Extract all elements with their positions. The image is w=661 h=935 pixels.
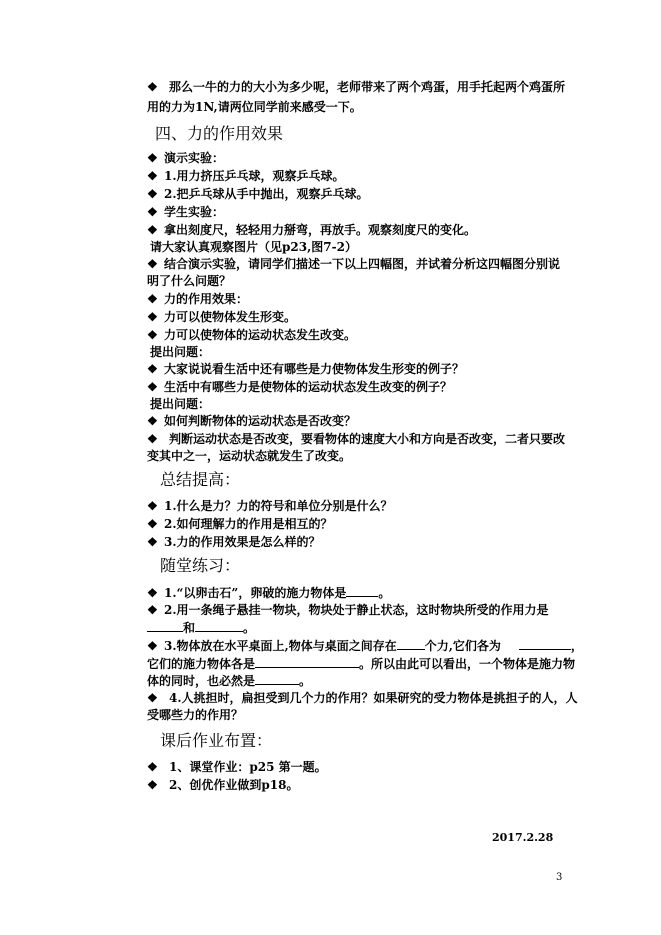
section-heading-practice: 随堂练习： [160,556,241,575]
list-item: ❖ 演示实验： [147,151,225,165]
list-item: ❖ 生活中有哪些力是使物体的运动状态发生改变的例子？ [147,380,453,394]
bullet-icon: ❖ [147,257,158,271]
list-item: ❖ 2.如何理解力的作用是相互的？ [147,517,333,531]
list-item: ❖ 1.什么是力？力的符号和单位分别是什么？ [147,499,393,513]
list-item: ❖ 学生实验： [147,205,225,219]
list-item: ❖ 大家说说看生活中还有哪些是力使物体发生形变的例子？ [147,362,465,376]
exercise-2-continuation: 和 。 [147,619,565,637]
exercise-4: ❖ 4.人挑担时，扁担受到几个力的作用？如果研究的受力物体是挑担子的人，人 [147,691,578,705]
bullet-icon: ❖ [147,205,158,219]
bullet-icon: ❖ [147,292,158,306]
bullet-icon: ❖ [147,586,158,600]
bullet-icon: ❖ [147,80,158,94]
list-item: ❖ 判断运动状态是否改变，要看物体的速度大小和方向是否改变，二者只要改 [147,432,566,446]
list-item: ❖ 1.用力挤压乒乓球，观察乒乓球。 [147,169,345,183]
document-date: 2017.2.28 [492,831,554,844]
bullet-icon: ❖ [147,603,158,617]
bullet-icon: ❖ [147,691,158,705]
bullet-icon: ❖ [147,310,158,324]
bullet-icon: ❖ [147,639,158,653]
exercise-4-continuation: 受哪些力的作用？ [147,708,244,722]
bullet-icon: ❖ [147,760,158,774]
answer-blank[interactable] [346,584,378,597]
bullet-icon: ❖ [147,187,158,201]
answer-blank[interactable] [195,619,243,632]
bullet-icon: ❖ [147,380,158,394]
answer-blank[interactable] [255,655,359,668]
exercise-1: ❖ 1.“以卵击石”，卵破的施力物体是 。 [147,586,391,600]
list-item: ❖ 拿出刻度尺，轻轻用力掰弯，再放手。观察刻度尺的变化。 [147,223,477,237]
raise-question-label: 提出问题： [150,397,211,411]
answer-blank[interactable] [147,619,183,632]
list-item: ❖ 力可以使物体的运动状态发生改变。 [147,328,357,342]
list-item: ❖ 3.力的作用效果是怎么样的？ [147,535,321,549]
list-item: ❖ 如何判断物体的运动状态是否改变？ [147,414,357,428]
section-heading-homework: 课后作业布置： [160,731,273,750]
bullet-icon: ❖ [147,414,158,428]
list-item: ❖ 结合演示实验，请同学们描述一下以上四幅图，并试着分析这四幅图分别说 [147,257,561,271]
observe-instruction: 请大家认真观察图片（见p23,图7-2） [150,240,357,254]
exercise-2: ❖ 2.用一条绳子悬挂一物块，物块处于静止状态，这时物块所受的作用力是 [147,603,549,617]
bullet-icon: ❖ [147,778,158,792]
intro-line-2: 用的力为1N,请两位同学前来感受一下。 [147,100,362,114]
exercise-3-continuation: 它们的施力物体各是 。所以由此可以看出，一个物体是施力物 [147,657,576,671]
answer-blank[interactable] [255,672,299,685]
list-item: ❖ 1、课堂作业：p25 第一题。 [147,760,327,774]
page-number: 3 [556,872,563,883]
answer-blank[interactable] [397,637,425,650]
bullet-icon: ❖ [147,328,158,342]
bullet-icon: ❖ [147,432,158,446]
section-heading-effects: 四、力的作用效果 [155,124,284,143]
bullet-icon: ❖ [147,535,158,549]
exercise-3-continuation: 体的同时，也必然是 。 [147,674,312,688]
raise-question-label: 提出问题： [150,345,211,359]
bullet-icon: ❖ [147,362,158,376]
list-item: ❖ 2.把乒乓球从手中抛出，观察乒乓球。 [147,187,369,201]
list-item: ❖ 力的作用效果： [147,292,249,306]
list-item-continuation: 变其中之一，运动状态就发生了改变。 [147,449,352,463]
answer-blank[interactable] [519,637,571,650]
bullet-icon: ❖ [147,151,158,165]
list-item: ❖ 2、创优作业做到p18。 [147,778,299,792]
intro-line-1: ❖ 那么一牛的力的大小为多少呢，老师带来了两个鸡蛋，用手托起两个鸡蛋所 [147,80,566,94]
exercise-3: ❖ 3.物体放在水平桌面上,物体与桌面之间存在 个力,它们各为 ， [147,639,583,653]
section-heading-summary: 总结提高： [160,470,241,489]
bullet-icon: ❖ [147,517,158,531]
list-item: ❖ 力可以使物体发生形变。 [147,310,297,324]
bullet-icon: ❖ [147,499,158,513]
bullet-icon: ❖ [147,223,158,237]
bullet-icon: ❖ [147,169,158,183]
list-item-continuation: 明了什么问题？ [147,274,232,288]
